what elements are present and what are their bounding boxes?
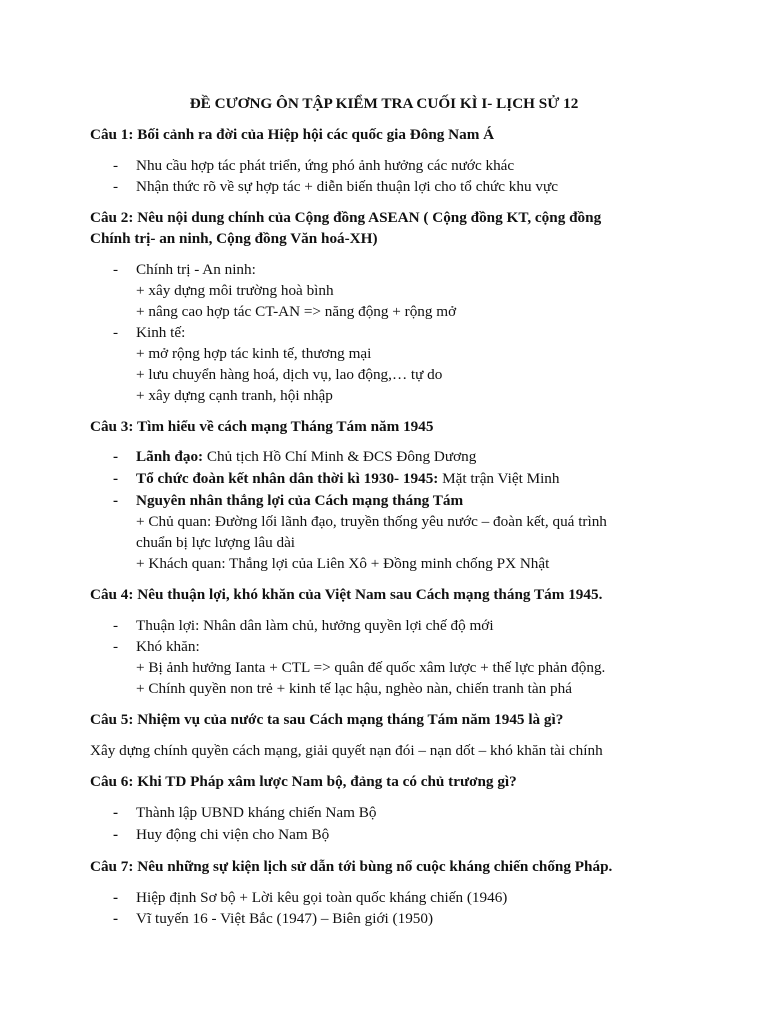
document-title: ĐỀ CƯƠNG ÔN TẬP KIỂM TRA CUỐI KÌ I- LỊCH SỬ 12 [189,95,579,112]
question-7-heading: Câu 7: Nêu những sự kiện lịch sử dẫn tới bùng nổ cuộc kháng chiến chống Pháp. [90,858,613,875]
q3-item-3-label: Nguyên nhân thắng lợi của Cách mạng tháng Tám [136,492,464,509]
bullet-dash: - [113,826,119,843]
q4-line-2: Khó khăn: [136,638,200,655]
q2-line-3: + nâng cao hợp tác CT-AN => năng động + rộng mở [136,303,457,320]
q2-line-5: + mở rộng hợp tác kinh tế, thương mại [136,345,372,362]
q4-line-1: Thuận lợi: Nhân dân làm chủ, hưởng quyền lợi chế độ mới [136,617,494,634]
question-2-heading-line-1: Câu 2: Nêu nội dung chính của Cộng đồng ASEAN ( Cộng đồng KT, cộng đồng [90,209,602,226]
bullet-dash: - [113,804,119,821]
question-2-heading-line-2: Chính trị- an ninh, Cộng đồng Văn hoá-XH) [90,230,378,247]
q7-item-2: Vĩ tuyến 16 - Việt Bắc (1947) – Biên giới (1950) [136,910,434,927]
question-5-heading: Câu 5: Nhiệm vụ của nước ta sau Cách mạng tháng Tám năm 1945 là gì? [90,711,564,728]
bullet-dash: - [113,261,119,278]
bullet-dash: - [113,492,119,509]
bullet-dash: - [113,324,119,341]
q6-item-1: Thành lập UBND kháng chiến Nam Bộ [136,804,377,821]
q3-item-2-text: Mặt trận Việt Minh [438,470,560,487]
q2-line-1: Chính trị - An ninh: [136,261,256,278]
q6-item-2: Huy động chi viện cho Nam Bộ [136,826,330,843]
q2-line-2: + xây dựng môi trường hoà bình [136,282,334,299]
q3-sub-1: + Chủ quan: Đường lối lãnh đạo, truyền thống yêu nước – đoàn kết, quá trình [136,513,607,530]
q4-line-4: + Chính quyền non trẻ + kinh tế lạc hậu, nghèo nàn, chiến tranh tàn phá [136,680,572,697]
bullet-dash: - [113,638,119,655]
bullet-dash: - [113,910,119,927]
q1-item-2: Nhận thức rõ về sự hợp tác + diễn biến thuận lợi cho tổ chức khu vực [136,178,558,195]
q7-item-1: Hiệp định Sơ bộ + Lời kêu gọi toàn quốc kháng chiến (1946) [136,889,508,906]
bullet-dash: - [113,448,119,465]
q3-item-2 [136,468,696,489]
question-1-heading: Câu 1: Bối cảnh ra đời của Hiệp hội các quốc gia Đông Nam Á [90,126,495,143]
q3-item-2-label: Tổ chức đoàn kết nhân dân thời kì 1930- 1945: [136,470,439,487]
bullet-dash: - [113,157,119,174]
q4-line-3: + Bị ảnh hưởng Ianta + CTL => quân đế quốc xâm lược + thế lực phản động. [136,659,606,676]
bullet-dash: - [113,178,119,195]
q2-line-4: Kinh tế: [136,324,186,341]
q2-line-6: + lưu chuyển hàng hoá, dịch vụ, lao động,… tự do [136,366,443,383]
q1-item-1: Nhu cầu hợp tác phát triển, ứng phó ảnh hưởng các nước khác [136,157,515,174]
question-3-heading: Câu 3: Tìm hiểu về cách mạng Tháng Tám năm 1945 [90,418,434,435]
q3-item-1-label: Lãnh đạo: [136,448,204,465]
bullet-dash: - [113,617,119,634]
q3-item-1 [136,446,696,467]
bullet-dash: - [113,470,119,487]
q2-line-7: + xây dựng cạnh tranh, hội nhập [136,387,333,404]
q3-sub-3: + Khách quan: Thắng lợi của Liên Xô + Đồng minh chống PX Nhật [136,555,550,572]
q3-item-1-text: Chủ tịch Hồ Chí Minh & ĐCS Đông Dương [203,448,477,465]
q3-item-3 [136,490,696,511]
question-4-heading: Câu 4: Nêu thuận lợi, khó khăn của Việt Nam sau Cách mạng tháng Tám 1945. [90,586,603,603]
q3-sub-2: chuẩn bị lực lượng lâu dài [136,534,296,551]
bullet-dash: - [113,889,119,906]
question-6-heading: Câu 6: Khi TD Pháp xâm lược Nam bộ, đảng ta có chủ trương gì? [90,773,517,790]
q5-answer: Xây dựng chính quyền cách mạng, giải quyết nạn đói – nạn dốt – khó khăn tài chính [90,742,603,759]
